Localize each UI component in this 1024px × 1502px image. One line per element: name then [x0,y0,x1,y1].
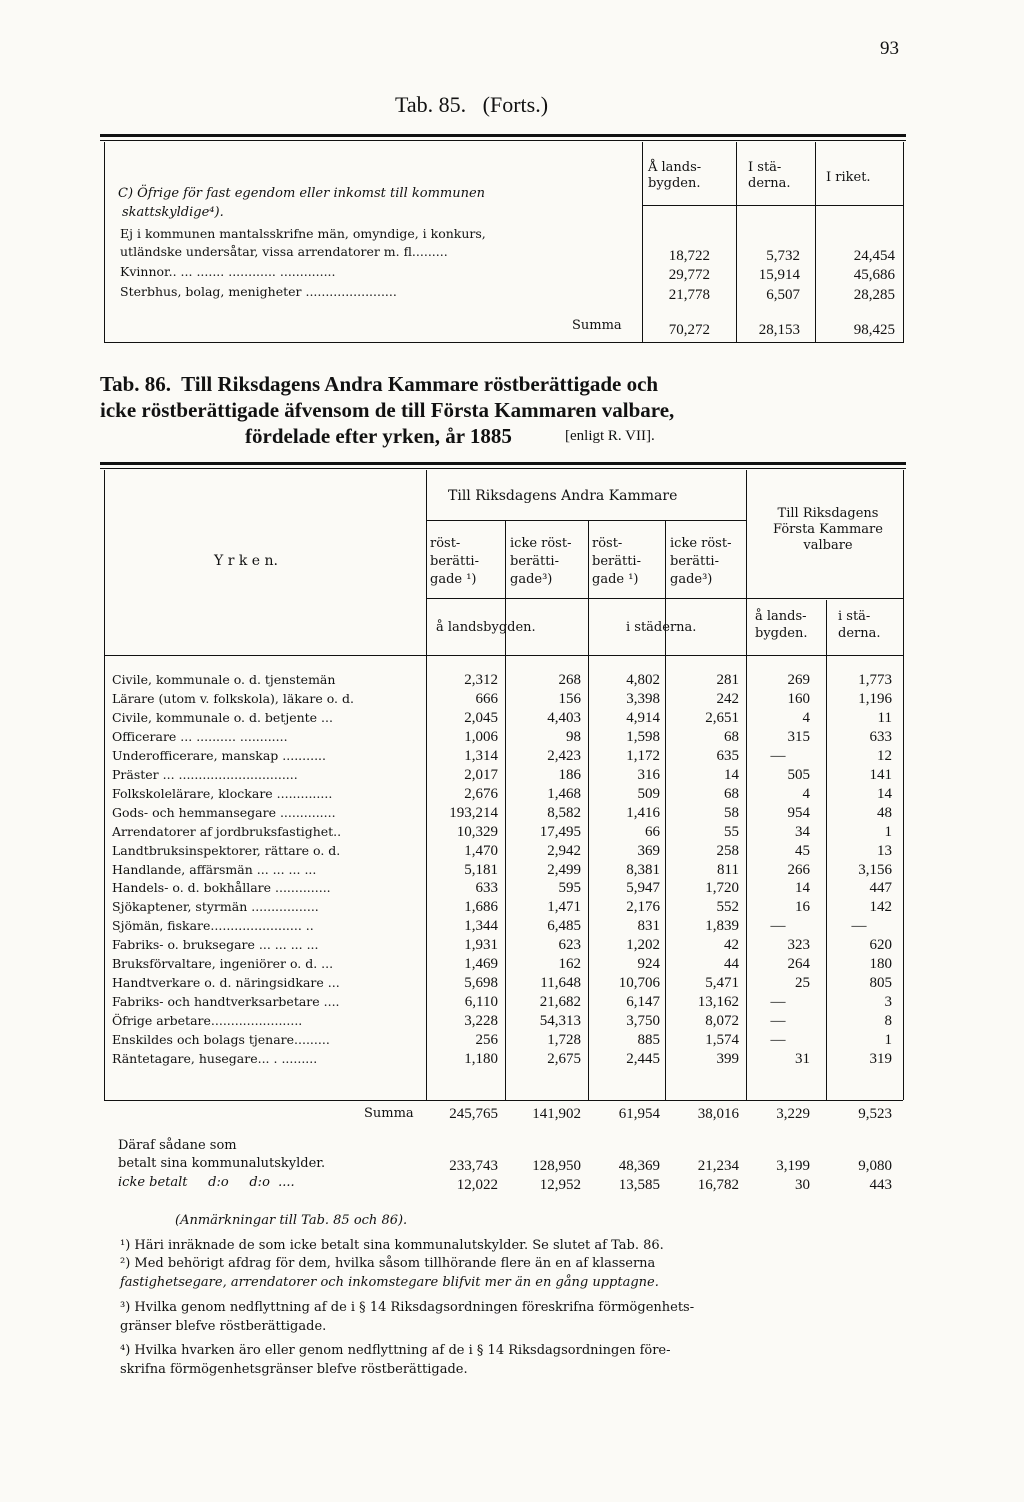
tab86-cell: 2,499 [547,861,581,878]
tab86-cell: 5,947 [626,880,660,897]
tab86-icke-cell: 12,022 [456,1177,498,1193]
tab85-section-a: C) Öfrige för fast egendom eller inkomst till kommunen [118,186,486,201]
tab86-row-label: Lärare (utom v. folkskola), läkare o. d. [112,690,354,706]
tab86-cell: 323 [787,937,810,954]
tab86-row-label: Landtbruksinspektorer, rättare o. d. [112,842,341,858]
note-2b: fastighetsegare, arrendatorer och inkomstegare blifvit mer än en gång upptagne. [120,1275,659,1290]
tab85-top-rule-thin [100,140,906,141]
tab86-cell: 6,147 [626,994,660,1011]
tab86-icke-cell: 30 [795,1177,810,1193]
tab86-cell: 1,196 [858,690,892,707]
tab86-cell: 620 [869,937,892,954]
tab86-cell: 1,006 [464,728,498,745]
tab86-cell: 447 [869,880,892,897]
tab86-cell: 924 [637,956,660,973]
tab86-summa-cell: 38,016 [697,1106,739,1122]
tab86-row-label: Officerare ... .......... ............ [112,728,288,744]
note-4a: ⁴) Hvilka hvarken äro eller genom nedflyttning af de i § 14 Riksdagsordningen före- [120,1343,671,1358]
tab86-cell: 805 [869,975,892,992]
tab85-r2-c3: 45,686 [853,267,895,283]
tab86-cell: — [851,918,867,935]
tab86-header-f-stad: i stä- derna. [838,609,881,641]
tab86-header-staderna: i städerna. [626,620,697,635]
tab86-cell: 2,045 [464,709,498,726]
tab86-cell: 1,180 [464,1051,498,1067]
tab86-row-label: Arrendatorer af jordbruksfastighet.. [112,823,342,839]
tab86-cell: 8,381 [626,861,660,878]
tab86-cell: 316 [637,766,660,783]
tab86-cell: 268 [558,672,581,688]
tab86-cell: — [770,918,786,935]
tab86-cell: 2,312 [464,672,498,688]
tab86-row-label: Folkskolelärare, klockare .............. [112,785,333,801]
tab86-betalt-cell: 233,743 [449,1158,498,1174]
tab85-col-riket: I riket. [826,170,871,185]
tab86-cell: 2,942 [547,842,581,859]
tab86-cell: 242 [716,690,739,707]
tab86-summa-cell: 141,902 [532,1106,581,1122]
tab85-row1-label2: utländske undersåtar, vissa arrendatorer m. fl......... [120,244,448,259]
tab86-cell: 635 [716,747,739,764]
tab86-row-label: Fabriks- och handtverksarbetare .... [112,994,340,1010]
tab85-r1-c2: 5,732 [766,248,800,264]
tab86-cell: 1,470 [464,842,498,859]
tab86-cell: 505 [787,766,810,783]
tab86-cell: 256 [475,1032,498,1049]
tab86-cell: 8 [884,1013,892,1030]
tab86-cell: — [770,747,786,764]
tab86-cell: 2,675 [547,1051,581,1067]
tab86-header-sub1: röst- berätti- gade ¹) [430,536,479,587]
tab86-cell: 21,682 [539,994,581,1011]
tab86-row-label: Civile, kommunale o. d. betjente ... [112,709,333,725]
tab86-cell: 1,314 [464,747,498,764]
tab86-cell: 10,706 [618,975,660,992]
tab85-summa-c3: 98,425 [853,322,895,338]
tab86-cell: 1,839 [705,918,739,935]
tab86-cell: 1 [884,823,892,840]
tab85-r2-c2: 15,914 [758,267,800,283]
tab86-cell: 1,344 [464,918,498,935]
tab86-header-sub4: icke röst- berätti- gade³) [670,536,732,587]
tab86-icke-cell: 16,782 [697,1177,739,1193]
tab86-cell: 633 [475,880,498,897]
tab86-cell: 13 [877,842,892,859]
tab86-cell: 1,931 [464,937,498,954]
tab86-cell: 1,598 [626,728,660,745]
tab86-summa-cell: 9,523 [858,1106,892,1122]
tab86-cell: 180 [869,956,892,973]
tab86-cell: 2,676 [464,785,498,802]
tab86-cell: 281 [716,672,739,688]
tab86-cell: 5,698 [464,975,498,992]
tab86-cell: 44 [724,956,739,973]
tab86-cell: 141 [869,766,892,783]
tab86-cell: 4 [802,709,810,726]
tab86-row-label: Handtverkare o. d. näringsidkare ... [112,975,340,991]
tab86-cell: 193,214 [449,804,498,821]
tab86-cell: 54,313 [539,1013,581,1030]
tab86-cell: 1,574 [705,1032,739,1049]
tab86-cell: 1,416 [626,804,660,821]
tab86-cell: 162 [558,956,581,973]
tab86-cell: 1,773 [858,672,892,688]
tab86-cell: 595 [558,880,581,897]
note-3a: ³) Hvilka genom nedflyttning af de i § 14 Riksdagsordningen föreskrifna förmögenhets- [120,1300,695,1315]
tab86-cell: 1,720 [705,880,739,897]
tab86-cell: 14 [795,880,810,897]
tab86-cell: 11,648 [540,975,581,992]
tab86-icke-cell: 13,585 [618,1177,660,1193]
tab86-header-sub2: icke röst- berätti- gade³) [510,536,572,587]
tab86-header-forsta: Till Riksdagens Första Kammare valbare [773,506,883,553]
tab86-cell: 509 [637,785,660,802]
tab86-cell: 8,072 [705,1013,739,1030]
tab86-cell: 1,686 [464,899,498,916]
tab86-cell: 2,445 [626,1051,660,1067]
tab86-row-label: Bruksförvaltare, ingeniörer o. d. ... [112,956,334,972]
tab85-row3-label: Sterbhus, bolag, menigheter ....................... [120,284,397,299]
tab86-cell: 552 [716,899,739,916]
tab86-cell: 31 [795,1051,810,1067]
tab86-betalt-label: betalt sina kommunalutskylder. [118,1156,326,1171]
tab86-cell: 269 [787,672,810,688]
tab86-cell: 954 [787,804,810,821]
tab85-r1-c1: 18,722 [668,248,710,264]
tab86-cell: 45 [795,842,810,859]
tab86-cell: 17,495 [539,823,581,840]
tab86-row-label: Gods- och hemmansegare .............. [112,804,336,820]
tab86-cell: 2,017 [464,766,498,783]
tab86-icke-cell: 443 [869,1177,892,1193]
tab85-summa-c1: 70,272 [668,322,710,338]
tab86-cell: 4 [802,785,810,802]
tab86-cell: — [770,1032,786,1049]
tab86-cell: — [770,1013,786,1030]
tab86-cell: 1,172 [626,747,660,764]
tab86-cell: 264 [787,956,810,973]
tab86-cell: 3,228 [464,1013,498,1030]
tab85-r3-c3: 28,285 [853,287,895,303]
tab86-cell: 55 [724,823,739,840]
tab86-title-line3: fördelade efter yrken, år 1885 [245,424,512,448]
tab86-cell: 6,110 [464,994,498,1011]
tab85-bottom-rule [104,342,904,343]
tab86-row-label: Fabriks- o. bruksegare ... ... ... ... [112,937,319,953]
tab86-cell: 266 [787,861,810,878]
tab86-cell: 258 [716,842,739,859]
tab85-section-b: skattskyldige⁴). [122,205,224,220]
tab86-summa-cell: 245,765 [449,1106,498,1122]
tab86-row-label: Sjökaptener, styrmän ................. [112,899,319,915]
notes-heading: (Anmärkningar till Tab. 85 och 86). [175,1213,408,1228]
tab86-row-label: Handels- o. d. bokhållare .............. [112,880,331,896]
tab86-cell: 811 [717,861,739,878]
tab86-cell: 10,329 [456,823,498,840]
tab86-cell: 11 [877,709,892,726]
tab86-cell: 1,469 [464,956,498,973]
tab86-cell: 14 [724,766,739,783]
tab86-row-label: Präster ... .............................. [112,766,298,782]
tab86-cell: 186 [558,766,581,783]
tab86-cell: 2,651 [705,709,739,726]
tab86-cell: 4,802 [626,672,660,688]
tab85-title: Tab. 85. (Forts.) [395,92,549,117]
tab86-cell: 4,914 [626,709,660,726]
tab86-row-label: Civile, kommunale o. d. tjenstemän [112,672,336,687]
tab86-cell: — [770,994,786,1011]
tab86-cell: 34 [795,823,810,840]
tab85-summa-label: Summa [572,318,622,333]
tab86-cell: 831 [637,918,660,935]
tab85-col-stad: I stä- derna. [748,160,791,191]
tab86-cell: 48 [877,804,892,821]
tab86-title-ref: [enligt R. VII]. [565,428,655,444]
tab86-title-line1: Tab. 86. Till Riksdagens Andra Kammare röstberättigade och [100,372,659,396]
tab86-cell: 14 [877,785,892,802]
tab86-cell: 885 [637,1032,660,1049]
tab86-summa-cell: 61,954 [618,1106,660,1122]
tab86-cell: 633 [869,728,892,745]
tab86-betalt-cell: 21,234 [697,1158,739,1174]
tab86-cell: 25 [795,975,810,992]
tab86-cell: 13,162 [697,994,739,1011]
tab86-cell: 2,176 [626,899,660,916]
tab86-cell: 1,728 [547,1032,581,1049]
tab86-cell: 399 [716,1051,739,1067]
tab85-r2-c1: 29,772 [668,267,710,283]
tab86-cell: 3,156 [858,861,892,878]
tab86-cell: 315 [787,728,810,745]
tab85-r3-c2: 6,507 [766,287,800,303]
tab86-row-label: Underofficerare, manskap ........... [112,747,326,763]
tab86-cell: 98 [566,728,581,745]
tab85-summa-c2: 28,153 [758,322,800,338]
tab86-cell: 3,398 [626,690,660,707]
tab85-r3-c1: 21,778 [668,287,710,303]
tab86-cell: 3 [884,994,892,1011]
tab86-summa-label: Summa [364,1106,414,1121]
tab86-betalt-cell: 48,369 [618,1158,660,1174]
tab86-header-landsbygden: å landsbygden. [436,620,536,635]
tab86-cell: 66 [645,823,660,840]
tab86-row-label: Enskildes och bolags tjenare......... [112,1032,330,1048]
tab86-cell: 319 [869,1051,892,1067]
tab86-header-andra: Till Riksdagens Andra Kammare [448,488,678,504]
tab86-cell: 666 [475,690,498,707]
note-3b: gränser blefve röstberättigade. [120,1319,327,1334]
tab86-title-line2: icke röstberättigade äfvensom de till Första Kammaren valbare, [100,398,675,422]
tab86-row-label: Öfrige arbetare....................... [112,1013,303,1029]
tab86-cell: 16 [795,899,810,916]
note-2a: ²) Med behörigt afdrag för dem, hvilka såsom tillhörande flere än en af klasserna [120,1256,656,1271]
tab86-cell: 4,403 [547,709,581,726]
tab86-cell: 3,750 [626,1013,660,1030]
tab85-col-lands: Å lands- bygden. [648,160,702,191]
tab86-cell: 1,202 [626,937,660,954]
tab86-betalt-cell: 3,199 [776,1158,810,1174]
tab86-cell: 623 [558,937,581,954]
tab86-cell: 5,471 [705,975,739,992]
tab86-cell: 156 [558,690,581,707]
tab86-row-label: Räntetagare, husegare... . ......... [112,1051,318,1066]
note-1: ¹) Häri inräknade de som icke betalt sina kommunalutskylder. Se slutet af Tab. 86. [120,1238,664,1253]
tab86-summa-cell: 3,229 [776,1106,810,1122]
tab86-cell: 68 [724,785,739,802]
tab86-header-sub3: röst- berätti- gade ¹) [592,536,641,587]
tab86-cell: 8,582 [547,804,581,821]
tab86-cell: 1 [884,1032,892,1049]
tab86-betalt-cell: 9,080 [858,1158,892,1174]
tab86-betalt-cell: 128,950 [532,1158,581,1174]
tab85-r1-c3: 24,454 [853,248,895,264]
tab86-row-label: Handlande, affärsmän ... ... ... ... [112,861,317,877]
tab85-top-rule [100,134,906,137]
tab86-cell: 2,423 [547,747,581,764]
tab86-cell: 6,485 [547,918,581,935]
tab86-header-f-lands: å lands- bygden. [755,609,808,641]
page-number: 93 [880,38,899,59]
tab86-icke-cell: 12,952 [539,1177,581,1193]
tab86-cell: 1,471 [547,899,581,916]
tab86-cell: 68 [724,728,739,745]
tab86-cell: 142 [869,899,892,916]
tab86-icke-label: icke betalt d:o d:o .... [118,1175,295,1190]
note-4b: skrifna förmögenhetsgränser blefve röstberättigade. [120,1362,468,1377]
tab86-cell: 1,468 [547,785,581,802]
tab86-row-label: Sjömän, fiskare....................... .. [112,918,314,934]
tab86-header-yrken: Y r k e n. [214,553,278,569]
tab86-cell: 160 [787,690,810,707]
tab86-top-rule [100,462,906,465]
tab86-cell: 58 [724,804,739,821]
tab86-cell: 5,181 [464,861,498,878]
tab86-cell: 369 [637,842,660,859]
tab86-cell: 42 [724,937,739,954]
tab86-cell: 12 [877,747,892,764]
tab85-row2-label: Kvinnor.. ... ....... ............ .............. [120,264,336,279]
tab85-row1-label: Ej i kommunen mantalsskrifne män, omyndige, i konkurs, [120,226,486,241]
tab86-daraf-label: Däraf sådane som [118,1138,237,1153]
